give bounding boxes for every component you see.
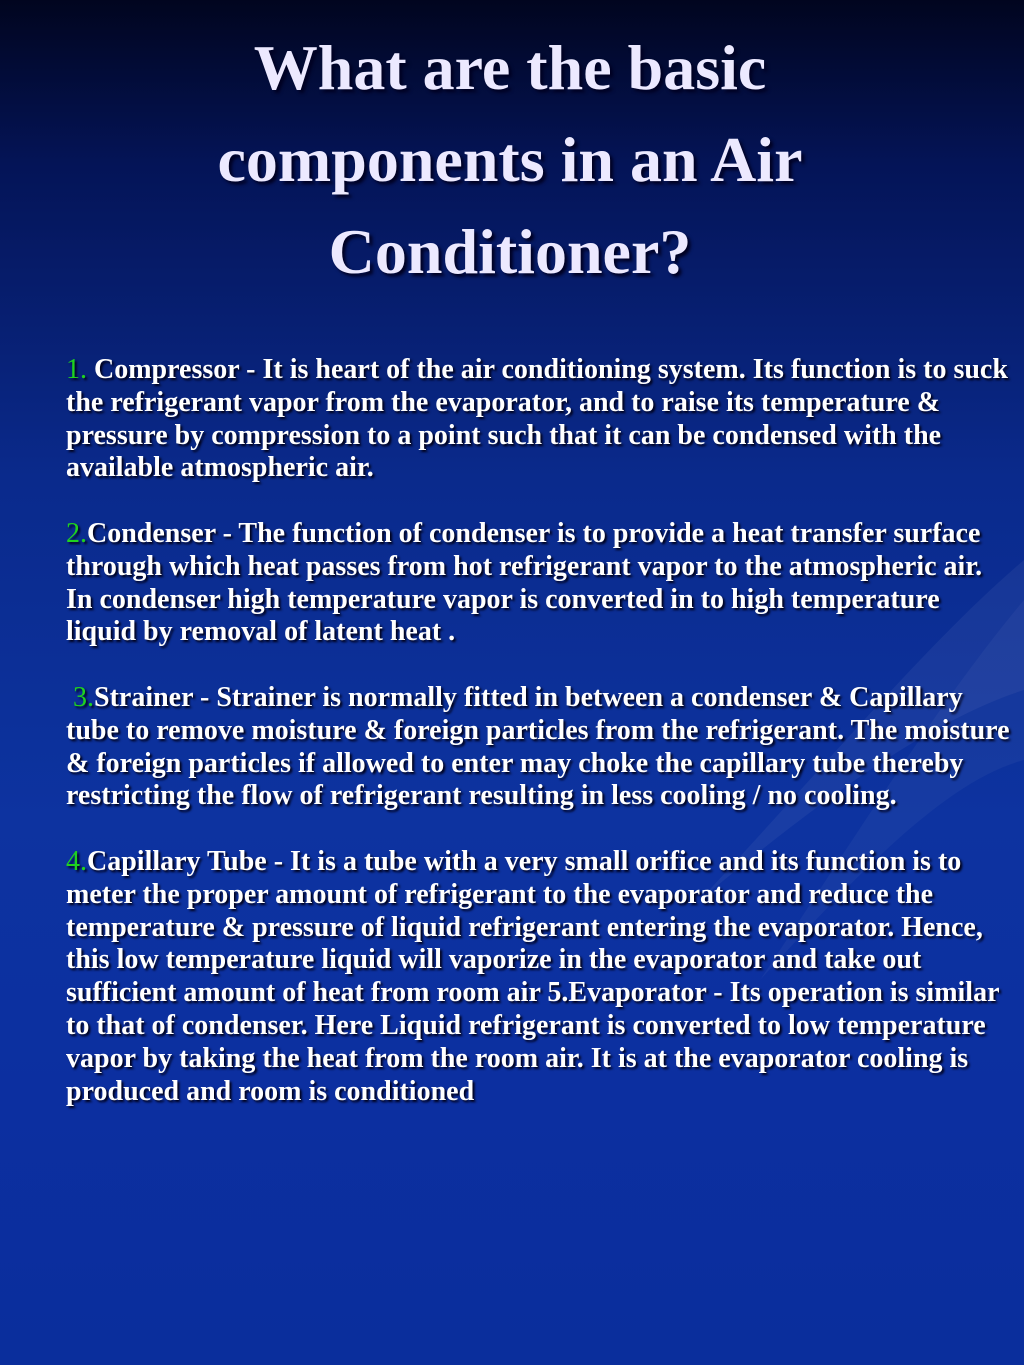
- list-item: [66, 354, 1011, 485]
- item-number: 3.: [73, 681, 94, 713]
- list-item: [66, 518, 1011, 649]
- item-text: Capillary Tube - It is a tube with a very small orifice and its function is to meter the proper amount of refrigerant to the evaporator and reduce the temperature & pressure of liquid refrigerant entering the evaporator. Hence, this low temperature liquid will vaporize in the evaporator and take out sufficient amount of heat from room air 5.Evaporator - Its operation is similar to that of condenser. Here Liquid refrigerant is converted to low temperature vapor by taking the heat from the room air. It is at the evaporator cooling is produced and room is conditioned: [66, 845, 1000, 1107]
- item-number: 1.: [66, 354, 87, 385]
- item-number: 2.: [66, 517, 87, 549]
- item-text: Condenser - The function of condenser is to provide a heat transfer surface through which heat passes from hot refrigerant vapor to the atmospheric air. In condenser high temperature vapor is converted in to high temperature liquid by removal of latent heat .: [66, 517, 983, 648]
- list-item: [66, 682, 1011, 813]
- item-text: Strainer - Strainer is normally fitted in between a condenser & Capillary tube to remove moisture & foreign particles from the refrigerant. The moisture & foreign particles if allowed to enter may choke the capillary tube thereby restricting the flow of refrigerant resulting in less cooling / no cooling.: [66, 681, 1010, 812]
- item-text: Compressor - It is heart of the air conditioning system. Its function is to suck the refrigerant vapor from the evaporator, and to raise its temperature & pressure by compression to a point such that it can be condensed with the available atmospheric air.: [66, 354, 1008, 484]
- slide-title: What are the basic components in an Air Conditioner?: [217, 32, 803, 287]
- item-number: 4.: [66, 845, 87, 877]
- list-item: [66, 846, 1011, 1108]
- slide-body: [66, 354, 1011, 1141]
